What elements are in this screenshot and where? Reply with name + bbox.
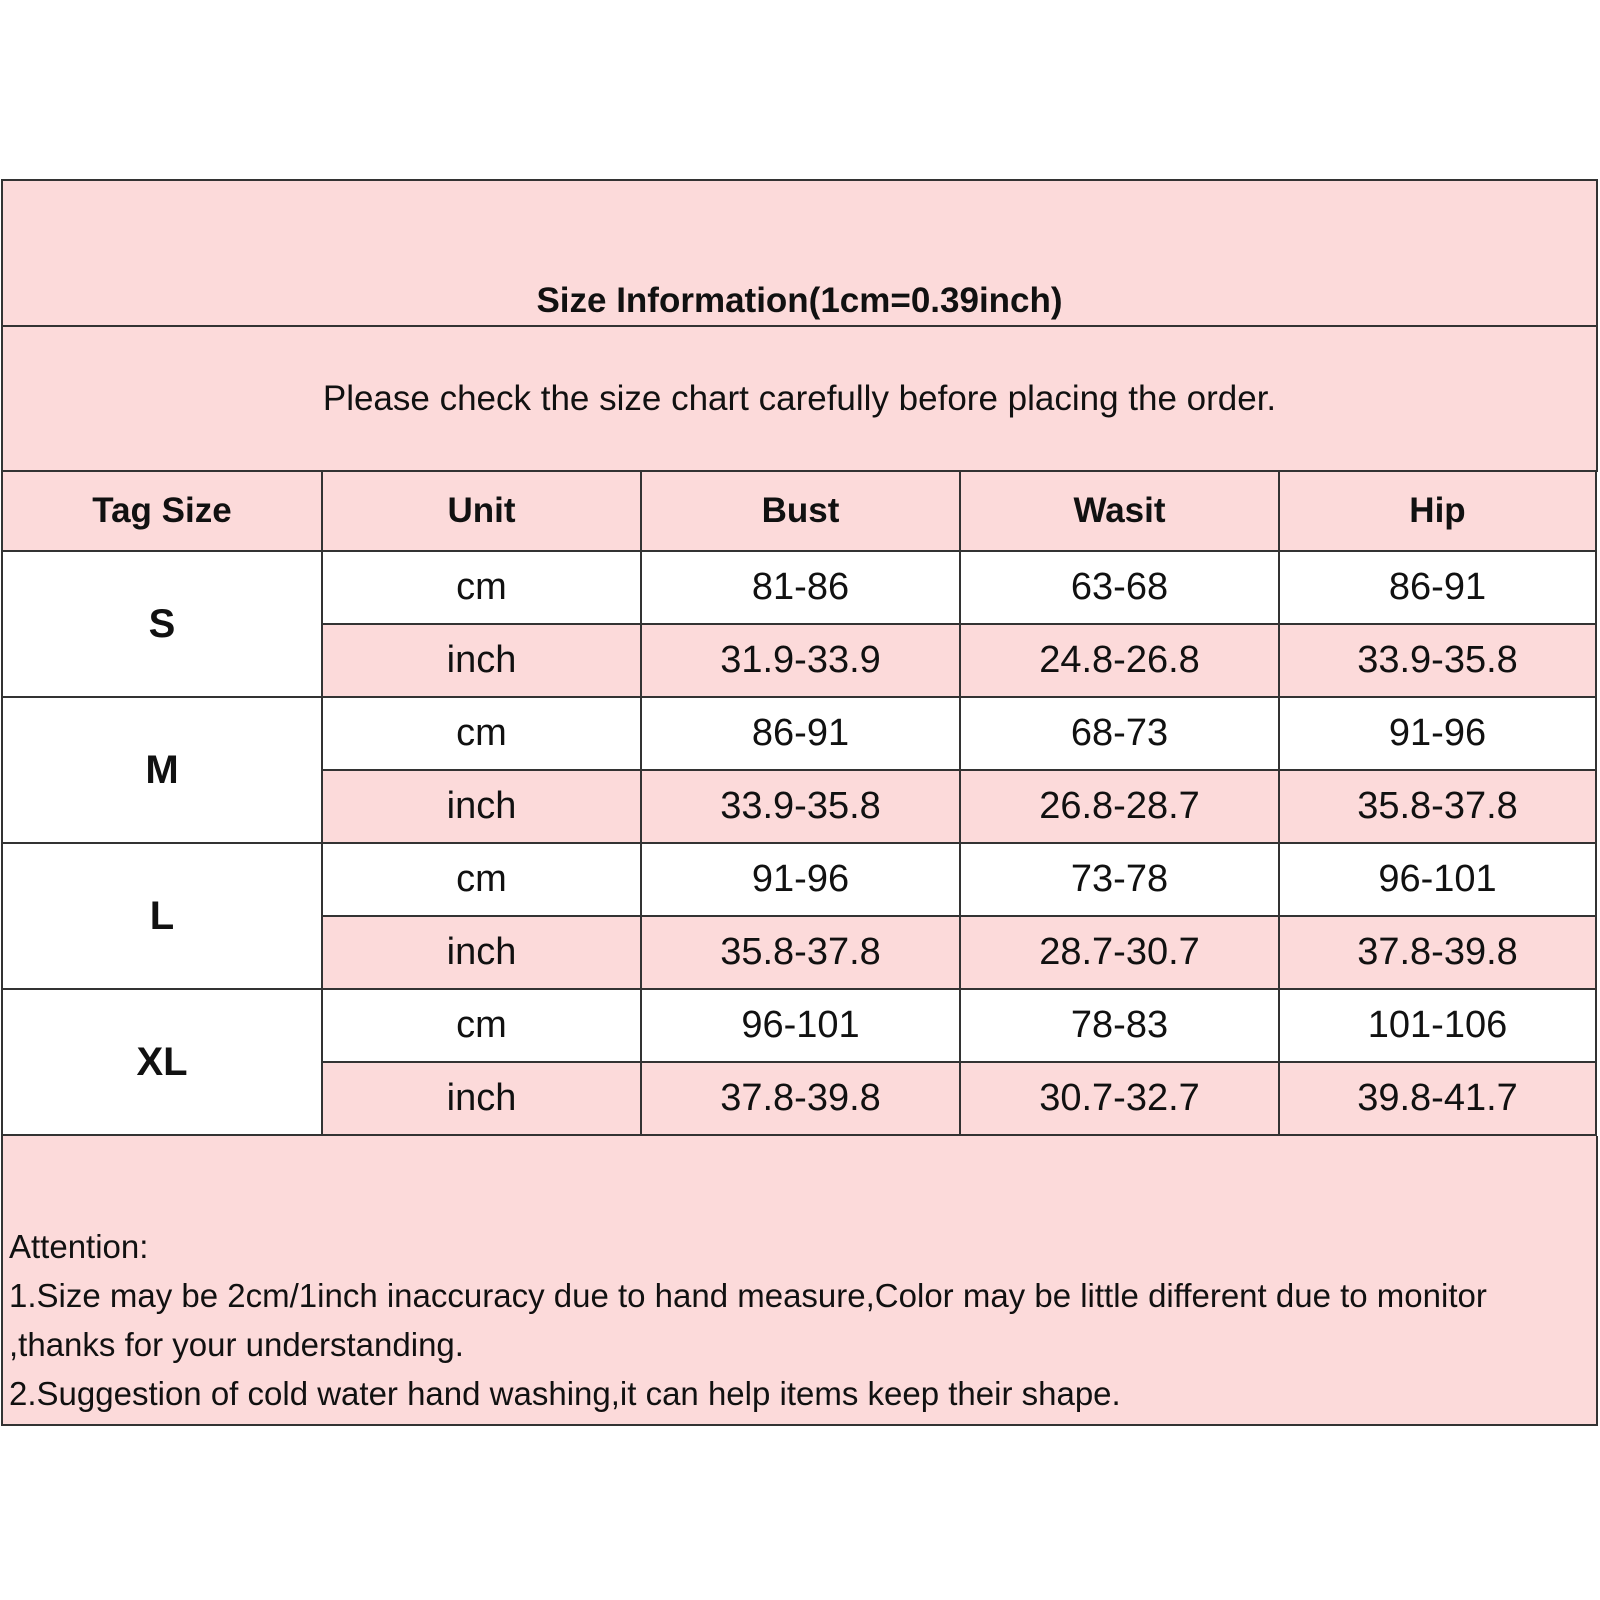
table-row [323, 552, 1597, 625]
tag-size-cell: S [3, 552, 323, 698]
attention-cell [3, 1136, 1598, 1426]
table-row [323, 844, 1597, 917]
table-row [323, 1063, 1597, 1136]
waist-cell: 28.7-30.7 [961, 917, 1280, 990]
note-cell [3, 327, 1598, 472]
waist-cell: 63-68 [961, 552, 1280, 625]
title-row [3, 181, 1598, 327]
waist-cell: 68-73 [961, 698, 1280, 771]
header-hip: Hip [1280, 472, 1597, 552]
bust-cell: 35.8-37.8 [642, 917, 961, 990]
attention-heading: Attention: [9, 1228, 149, 1265]
bust-cell: 86-91 [642, 698, 961, 771]
table-row [323, 917, 1597, 990]
size-group-l [3, 844, 1598, 990]
tag-size-cell: L [3, 844, 323, 990]
hip-cell: 39.8-41.7 [1280, 1063, 1597, 1136]
bust-cell: 96-101 [642, 990, 961, 1063]
unit-cell: cm [323, 698, 642, 771]
size-chart-note: Please check the size chart carefully before placing the order. [322, 378, 1277, 418]
bust-cell: 91-96 [642, 844, 961, 917]
unit-cell: inch [323, 625, 642, 698]
unit-cell: inch [323, 917, 642, 990]
header-unit: Unit [323, 472, 642, 552]
bust-cell: 81-86 [642, 552, 961, 625]
hip-cell: 86-91 [1280, 552, 1597, 625]
attention-text [9, 1222, 1590, 1418]
tag-size-cell: M [3, 698, 323, 844]
hip-cell: 91-96 [1280, 698, 1597, 771]
unit-cell: cm [323, 552, 642, 625]
header-waist: Wasit [961, 472, 1280, 552]
table-row [323, 625, 1597, 698]
note-row [3, 327, 1598, 472]
header-bust: Bust [642, 472, 961, 552]
waist-cell: 24.8-26.8 [961, 625, 1280, 698]
unit-cell: inch [323, 1063, 642, 1136]
unit-cell: inch [323, 771, 642, 844]
waist-cell: 73-78 [961, 844, 1280, 917]
size-chart-title: Size Information(1cm=0.39inch) [536, 281, 1063, 320]
table-row [323, 698, 1597, 771]
attention-line-2: 2.Suggestion of cold water hand washing,it can help items keep their shape. [9, 1375, 1121, 1412]
table-row [323, 771, 1597, 844]
attention-line-1: 1.Size may be 2cm/1inch inaccuracy due to hand measure,Color may be little different due to monitor ,thanks for your understanding. [9, 1277, 1487, 1363]
waist-cell: 78-83 [961, 990, 1280, 1063]
tag-size-cell: XL [3, 990, 323, 1136]
hip-cell: 35.8-37.8 [1280, 771, 1597, 844]
title-cell [3, 181, 1598, 327]
unit-cell: cm [323, 990, 642, 1063]
hip-cell: 101-106 [1280, 990, 1597, 1063]
waist-cell: 30.7-32.7 [961, 1063, 1280, 1136]
header-tag-size: Tag Size [3, 472, 323, 552]
size-group-s [3, 552, 1598, 698]
bust-cell: 31.9-33.9 [642, 625, 961, 698]
hip-cell: 33.9-35.8 [1280, 625, 1597, 698]
hip-cell: 96-101 [1280, 844, 1597, 917]
hip-cell: 37.8-39.8 [1280, 917, 1597, 990]
size-chart-table [1, 179, 1598, 1426]
unit-cell: cm [323, 844, 642, 917]
table-row [323, 990, 1597, 1063]
attention-row [3, 1136, 1598, 1426]
bust-cell: 33.9-35.8 [642, 771, 961, 844]
header-row [3, 472, 1598, 552]
waist-cell: 26.8-28.7 [961, 771, 1280, 844]
bust-cell: 37.8-39.8 [642, 1063, 961, 1136]
size-group-xl [3, 990, 1598, 1136]
size-group-m [3, 698, 1598, 844]
